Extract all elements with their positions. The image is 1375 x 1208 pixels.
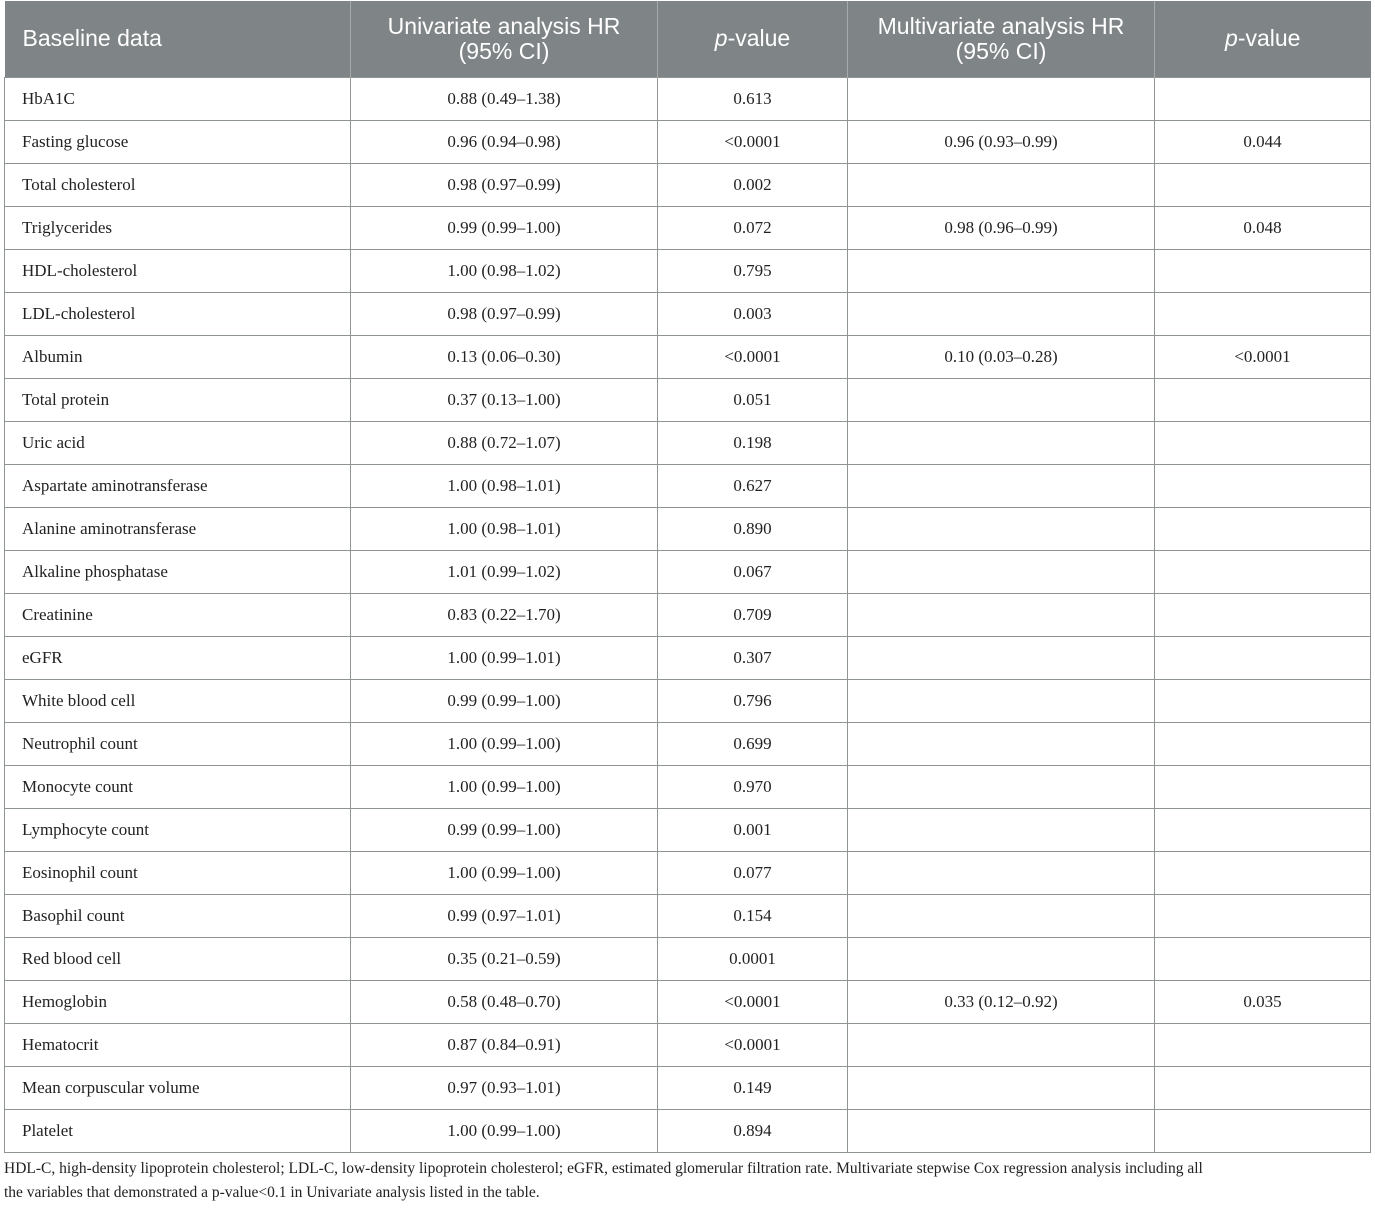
cell-multivariate-hr (848, 292, 1155, 335)
cell-univariate-p: 0.709 (658, 593, 848, 636)
header-univariate-hr (351, 1, 658, 77)
table-row (5, 206, 1371, 249)
cell-multivariate-hr (848, 249, 1155, 292)
cell-univariate-hr: 0.99 (0.99–1.00) (351, 206, 658, 249)
table-row (5, 464, 1371, 507)
cell-multivariate-hr (848, 722, 1155, 765)
cell-baseline: HDL-cholesterol (5, 249, 351, 292)
cell-multivariate-p (1155, 464, 1371, 507)
cell-univariate-hr: 0.99 (0.99–1.00) (351, 808, 658, 851)
cell-univariate-hr: 0.98 (0.97–0.99) (351, 163, 658, 206)
cell-baseline: Eosinophil count (5, 851, 351, 894)
cell-baseline: Triglycerides (5, 206, 351, 249)
header-multivariate-p-rest: -value (1237, 25, 1301, 52)
cell-baseline: Albumin (5, 335, 351, 378)
cell-univariate-p: 0.894 (658, 1109, 848, 1152)
table-row (5, 292, 1371, 335)
cell-multivariate-hr: 0.33 (0.12–0.92) (848, 980, 1155, 1023)
cell-multivariate-p (1155, 1023, 1371, 1066)
cell-univariate-hr: 0.99 (0.97–1.01) (351, 894, 658, 937)
cell-univariate-hr: 0.58 (0.48–0.70) (351, 980, 658, 1023)
header-baseline-data: Baseline data (5, 1, 351, 77)
cell-univariate-p: 0.699 (658, 722, 848, 765)
cell-baseline: Fasting glucose (5, 120, 351, 163)
header-multivariate-p-value (1155, 1, 1371, 77)
cell-univariate-p: 0.613 (658, 77, 848, 120)
cell-multivariate-hr (848, 937, 1155, 980)
header-univariate-hr-line1: Univariate analysis HR (387, 12, 621, 39)
cell-multivariate-p: 0.048 (1155, 206, 1371, 249)
cell-univariate-p: <0.0001 (658, 1023, 848, 1066)
cell-univariate-hr: 1.00 (0.98–1.01) (351, 507, 658, 550)
table-row (5, 851, 1371, 894)
cell-multivariate-p (1155, 765, 1371, 808)
cell-multivariate-p (1155, 808, 1371, 851)
cell-univariate-p: 0.149 (658, 1066, 848, 1109)
cell-baseline: Basophil count (5, 894, 351, 937)
cell-multivariate-hr (848, 464, 1155, 507)
cell-univariate-hr: 1.00 (0.99–1.00) (351, 722, 658, 765)
cell-multivariate-hr (848, 894, 1155, 937)
header-multivariate-p-italic: p (1225, 25, 1238, 52)
table-row (5, 636, 1371, 679)
cell-multivariate-p (1155, 1066, 1371, 1109)
table-row (5, 765, 1371, 808)
cell-multivariate-p: 0.035 (1155, 980, 1371, 1023)
cell-baseline: Creatinine (5, 593, 351, 636)
cell-univariate-hr: 1.00 (0.99–1.00) (351, 851, 658, 894)
cell-multivariate-hr: 0.96 (0.93–0.99) (848, 120, 1155, 163)
table-row (5, 1066, 1371, 1109)
header-univariate-p-value (658, 1, 848, 77)
cell-univariate-hr: 0.88 (0.49–1.38) (351, 77, 658, 120)
table-row (5, 163, 1371, 206)
footnote-line-1: HDL-C, high-density lipoprotein cholesterol; LDL-C, low-density lipoprotein cholesterol; eGFR, estimated glomerular filtration rate. Multivariate stepwise Cox regression analysis including all (4, 1160, 1203, 1177)
cell-baseline: LDL-cholesterol (5, 292, 351, 335)
header-univariate-p-italic: p (714, 25, 728, 52)
cell-univariate-hr: 0.98 (0.97–0.99) (351, 292, 658, 335)
cell-multivariate-hr (848, 77, 1155, 120)
table-row (5, 550, 1371, 593)
header-row (5, 1, 1371, 77)
cell-baseline: Neutrophil count (5, 722, 351, 765)
cell-multivariate-p: 0.044 (1155, 120, 1371, 163)
header-univariate-hr-line2: (95% CI) (458, 37, 550, 64)
cell-multivariate-hr (848, 1023, 1155, 1066)
table-row (5, 593, 1371, 636)
cell-univariate-p: 0.796 (658, 679, 848, 722)
table-row (5, 894, 1371, 937)
cell-univariate-hr: 0.35 (0.21–0.59) (351, 937, 658, 980)
cell-univariate-p: 0.003 (658, 292, 848, 335)
cell-multivariate-p (1155, 593, 1371, 636)
cell-univariate-hr: 0.97 (0.93–1.01) (351, 1066, 658, 1109)
cell-multivariate-hr (848, 378, 1155, 421)
cell-univariate-hr: 0.13 (0.06–0.30) (351, 335, 658, 378)
cell-baseline: Aspartate aminotransferase (5, 464, 351, 507)
table-row (5, 937, 1371, 980)
cell-multivariate-p (1155, 77, 1371, 120)
cell-baseline: Total cholesterol (5, 163, 351, 206)
table-row (5, 679, 1371, 722)
table-row (5, 335, 1371, 378)
header-multivariate-hr-line1: Multivariate analysis HR (877, 12, 1125, 39)
cell-baseline: White blood cell (5, 679, 351, 722)
cox-regression-table (4, 1, 1371, 1153)
cell-univariate-p: 0.002 (658, 163, 848, 206)
cell-univariate-hr: 0.96 (0.94–0.98) (351, 120, 658, 163)
cell-multivariate-p (1155, 550, 1371, 593)
cell-multivariate-p (1155, 421, 1371, 464)
cell-univariate-p: 0.795 (658, 249, 848, 292)
cell-multivariate-hr (848, 851, 1155, 894)
table-row (5, 77, 1371, 120)
cell-multivariate-p (1155, 1109, 1371, 1152)
cell-univariate-p: 0.198 (658, 421, 848, 464)
cell-univariate-p: 0.307 (658, 636, 848, 679)
cell-multivariate-hr (848, 421, 1155, 464)
cell-univariate-p: <0.0001 (658, 335, 848, 378)
table-row (5, 722, 1371, 765)
cell-baseline: Red blood cell (5, 937, 351, 980)
cell-baseline: Alanine aminotransferase (5, 507, 351, 550)
cell-multivariate-p: <0.0001 (1155, 335, 1371, 378)
cell-baseline: Total protein (5, 378, 351, 421)
cell-multivariate-p (1155, 636, 1371, 679)
cell-univariate-hr: 1.00 (0.98–1.02) (351, 249, 658, 292)
cell-baseline: Hemoglobin (5, 980, 351, 1023)
cell-univariate-hr: 0.88 (0.72–1.07) (351, 421, 658, 464)
table-row (5, 1023, 1371, 1066)
cell-baseline: Lymphocyte count (5, 808, 351, 851)
cell-multivariate-hr (848, 593, 1155, 636)
cell-univariate-p: 0.051 (658, 378, 848, 421)
table-row (5, 378, 1371, 421)
cell-univariate-p: 0.067 (658, 550, 848, 593)
cell-multivariate-hr (848, 636, 1155, 679)
cell-baseline: Mean corpuscular volume (5, 1066, 351, 1109)
table-row (5, 421, 1371, 464)
cell-univariate-hr: 0.99 (0.99–1.00) (351, 679, 658, 722)
cell-multivariate-hr (848, 808, 1155, 851)
table-body (5, 77, 1371, 1152)
cell-baseline: Platelet (5, 1109, 351, 1152)
cell-univariate-hr: 1.01 (0.99–1.02) (351, 550, 658, 593)
table-row (5, 808, 1371, 851)
cell-univariate-hr: 0.37 (0.13–1.00) (351, 378, 658, 421)
cell-multivariate-hr: 0.10 (0.03–0.28) (848, 335, 1155, 378)
cell-univariate-p: 0.890 (658, 507, 848, 550)
cell-multivariate-p (1155, 163, 1371, 206)
cell-baseline: Uric acid (5, 421, 351, 464)
cell-baseline: Alkaline phosphatase (5, 550, 351, 593)
cell-univariate-p: 0.077 (658, 851, 848, 894)
table-row (5, 120, 1371, 163)
cell-multivariate-hr (848, 765, 1155, 808)
cell-multivariate-p (1155, 679, 1371, 722)
cell-univariate-p: 0.001 (658, 808, 848, 851)
cell-multivariate-hr (848, 507, 1155, 550)
table-header (5, 1, 1371, 77)
cell-baseline: eGFR (5, 636, 351, 679)
cell-univariate-hr: 1.00 (0.98–1.01) (351, 464, 658, 507)
cell-multivariate-hr (848, 163, 1155, 206)
cell-baseline: HbA1C (5, 77, 351, 120)
table-row (5, 980, 1371, 1023)
footnote-line-2: the variables that demonstrated a p-value<0.1 in Univariate analysis listed in the table. (4, 1184, 540, 1201)
cell-univariate-p: 0.970 (658, 765, 848, 808)
table-row (5, 1109, 1371, 1152)
cell-baseline: Monocyte count (5, 765, 351, 808)
cell-multivariate-p (1155, 722, 1371, 765)
cell-multivariate-p (1155, 894, 1371, 937)
cell-multivariate-hr: 0.98 (0.96–0.99) (848, 206, 1155, 249)
header-multivariate-hr (848, 1, 1155, 77)
cell-univariate-p: 0.072 (658, 206, 848, 249)
cell-univariate-hr: 0.83 (0.22–1.70) (351, 593, 658, 636)
cell-multivariate-p (1155, 378, 1371, 421)
cell-univariate-p: <0.0001 (658, 120, 848, 163)
cell-multivariate-hr (848, 550, 1155, 593)
header-multivariate-hr-line2: (95% CI) (955, 37, 1047, 64)
cell-multivariate-p (1155, 292, 1371, 335)
cell-univariate-p: 0.154 (658, 894, 848, 937)
cell-univariate-hr: 1.00 (0.99–1.00) (351, 765, 658, 808)
header-univariate-p-rest: -value (727, 25, 791, 52)
results-table-container (4, 1, 1370, 1153)
cell-multivariate-p (1155, 937, 1371, 980)
cell-multivariate-hr (848, 1066, 1155, 1109)
table-footnote (4, 1157, 1370, 1205)
table-row (5, 249, 1371, 292)
cell-univariate-p: 0.0001 (658, 937, 848, 980)
cell-multivariate-p (1155, 851, 1371, 894)
cell-multivariate-hr (848, 679, 1155, 722)
cell-univariate-hr: 0.87 (0.84–0.91) (351, 1023, 658, 1066)
cell-multivariate-hr (848, 1109, 1155, 1152)
table-row (5, 507, 1371, 550)
cell-multivariate-p (1155, 249, 1371, 292)
cell-univariate-p: <0.0001 (658, 980, 848, 1023)
cell-multivariate-p (1155, 507, 1371, 550)
cell-baseline: Hematocrit (5, 1023, 351, 1066)
cell-univariate-hr: 1.00 (0.99–1.01) (351, 636, 658, 679)
cell-univariate-hr: 1.00 (0.99–1.00) (351, 1109, 658, 1152)
cell-univariate-p: 0.627 (658, 464, 848, 507)
